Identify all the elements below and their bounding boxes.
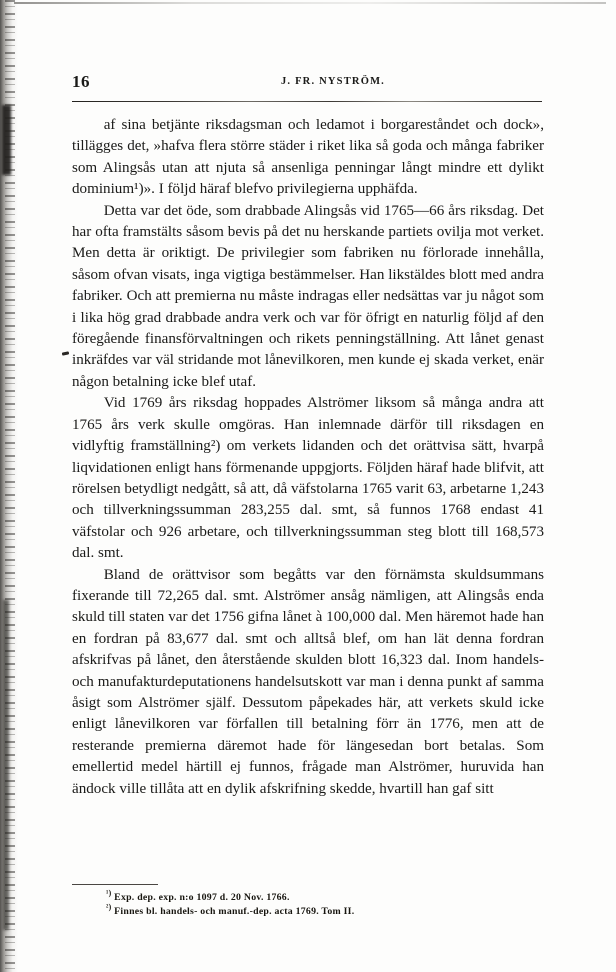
scan-gutter-shadow-artifact: [0, 0, 18, 972]
footnote-divider: [72, 884, 158, 885]
paragraph: Bland de orättvisor som begåtts var den förnämsta skuldsummans fixerande till 72,265 dal. smt. Alströmer ansåg nämligen, att Alingsås enda skuld till staten var det 1756 gifna lånet à 100,000 dal. Men häremot hade han en fordran på 83,677 dal. smt och alltså blef, om han lät denna fordran afskrifvas på lånet, den återstående skulden blott 16,323 dal. Inom handels- och manufakturdeputationens handelsutskott var man i denna punkt af samma åsigt som Alströmer själf. Dessutom påpekades här, att verkets skuld icke enligt lånevilkoren var förfallen till betalning förr än 1776, men att de resterande premierna däremot hade för längesedan bort betalas. Som emellertid medel härtill ej funnos, frågade man Alströmer, huruvida han ändock ville tillåta att en dylik afskrifning skedde, hvartill han gaf sitt: [72, 566, 544, 797]
footnote-block: [72, 884, 544, 918]
page-number: 16: [72, 72, 90, 91]
paragraph: Detta var det öde, som drabbade Alingsås vid 1765—66 års riksdag. Det har ofta framstälts såsom bevis på det nu herskande partiets ovilja mot verket. Men detta är oriktigt. De privilegier som fabriken nu förlorade innehålla, såsom ofvan visats, inga vigtiga bestämmelser. Han likstäldes blott med andra fabriker. Och att premierna nu måste indragas eller nedsättas var ju något som i lika hög grad drabbade andra verk och var för öfrigt en naturlig följd af den föregående finansförvaltningen och rikets penningställning. Att lånet genast inkräfdes var väl stridande mot lånevilkoren, men kunde ej skada verket, enär någon betalning icke blef utaf.: [72, 202, 544, 390]
footnote-text: Finnes bl. handels- och manuf.-dep. acta 1769. Tom II.: [114, 905, 355, 917]
footnote-item: [72, 888, 544, 905]
running-head-title: J. FR. NYSTRÖM.: [280, 76, 386, 87]
margin-ink-mark: [62, 351, 69, 355]
paragraph: af sina betjänte riksdagsman och ledamot i borgareståndet och dock», tillägges det, »hafva flera större städer i riket lika så goda och många fabriker som Alingsås utan att njuta så ansenliga penningar långt mindre ett dylikt dominium¹)». I följd häraf blefvo privilegierna upphäfda.: [72, 117, 544, 198]
paragraph: Vid 1769 års riksdag hoppades Alströmer liksom så många andra att 1765 års verk skulle omgöras. Han inlemnade därför till riksdagen en vidlyftig framställning²) om verkets lidanden och det orättvisa sätt, hvarpå liqvidationen enligt hans förmenande uppgjorts. Följden häraf hade blifvit, att rörelsen betydligt nedgått, så att, då väfstolarna 1765 varit 63, arbetarne 1,243 och tillverkningssumman 283,255 dal. smt, så funnos 1768 endast 41 väfstolar och 926 arbetare, och tillverkningssumman steg blott till 168,573 dal. smt.: [72, 395, 544, 562]
footnote-marker: ¹): [106, 888, 112, 898]
page-content-column: [72, 0, 544, 800]
header-divider: [72, 101, 542, 102]
running-head: [72, 72, 544, 102]
body-text: [72, 115, 544, 800]
scan-speckle-artifact: [5, 0, 15, 972]
footnote-marker: ²): [106, 902, 112, 912]
footnote-text: Exp. dep. exp. n:o 1097 d. 20 Nov. 1766.: [114, 892, 290, 903]
footnote-item: [72, 902, 544, 919]
